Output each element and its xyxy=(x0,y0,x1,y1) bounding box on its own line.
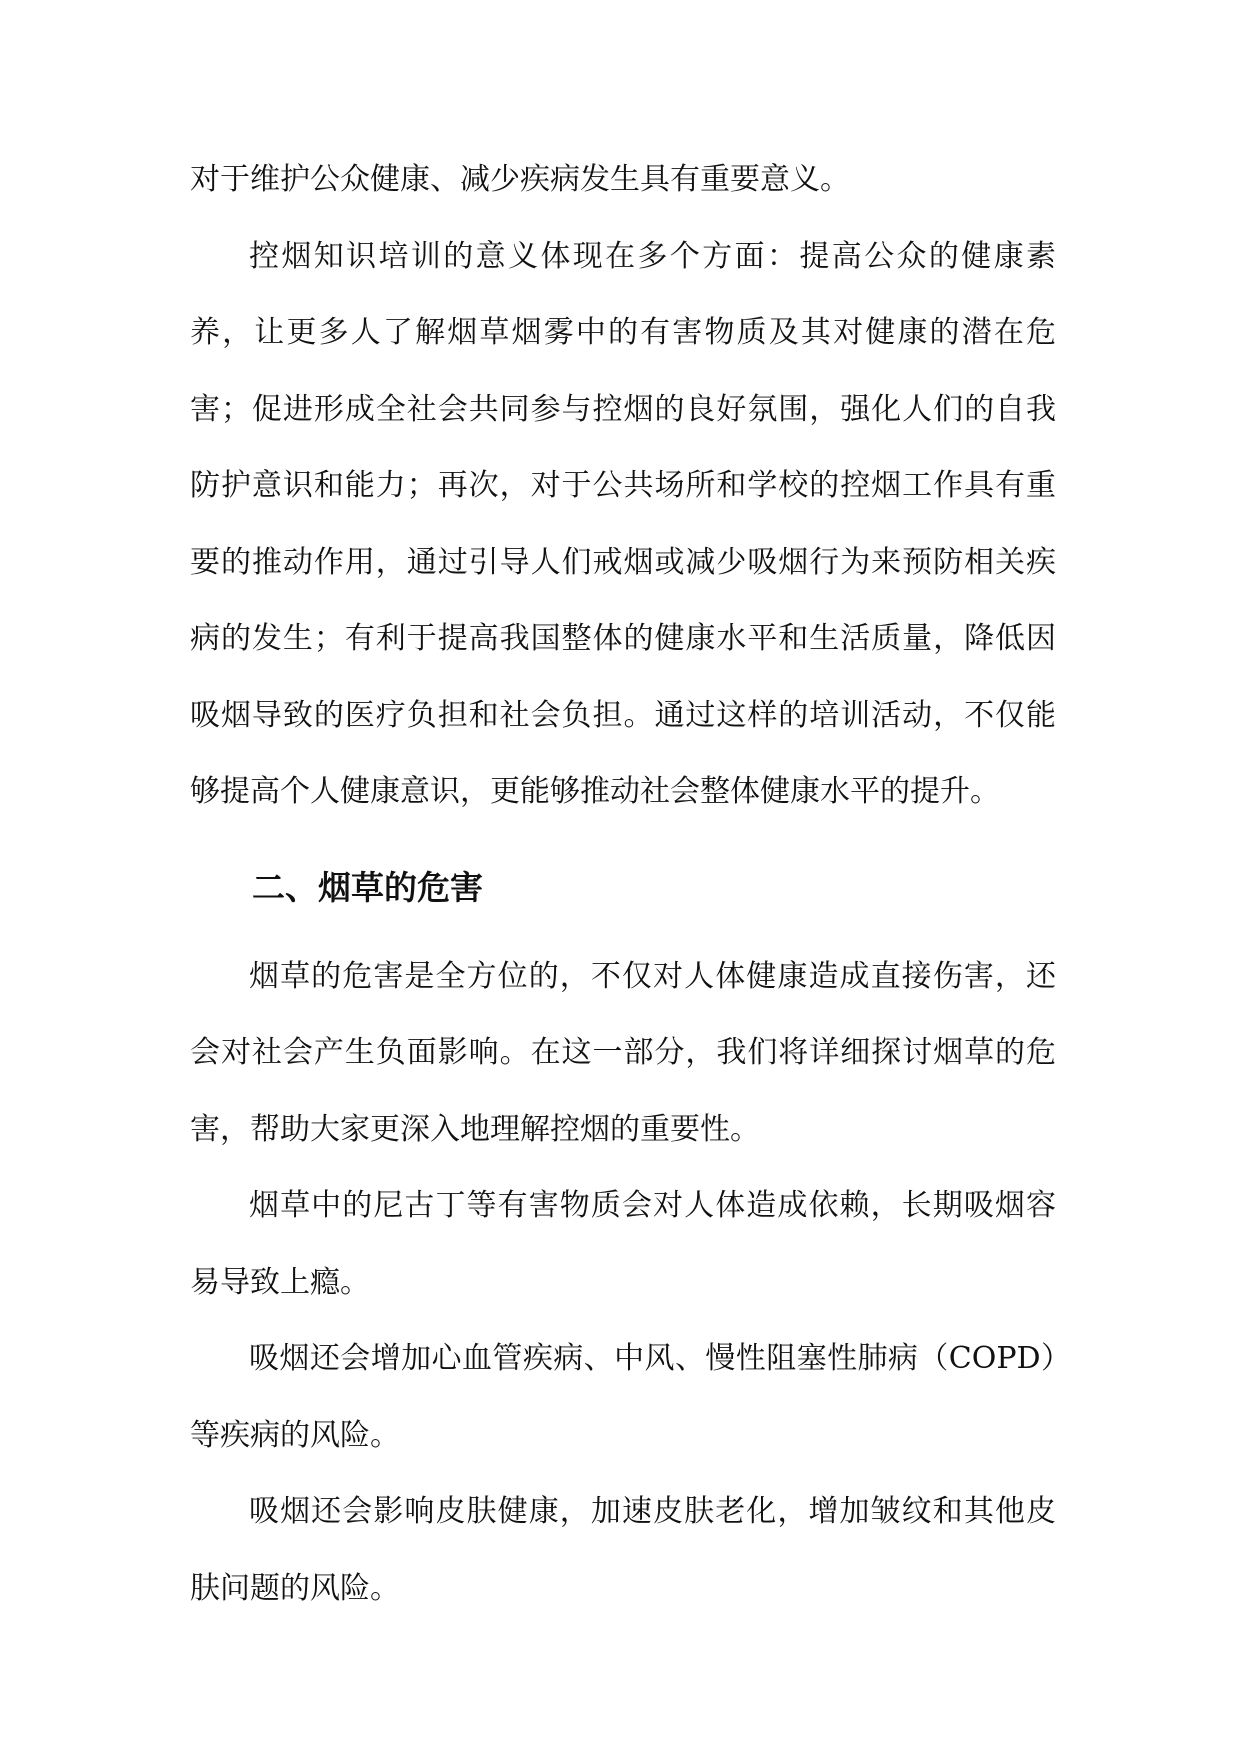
paragraph-continuation: 对于维护公众健康、减少疾病发生具有重要意义。 xyxy=(190,162,850,197)
paragraph-disease-risk: 吸烟还会增加心血管疾病、中风、慢性阻塞性肺病（COPD）等疾病的风险。 xyxy=(190,1341,1056,1453)
document-body xyxy=(190,142,1056,1627)
paragraph-skin-health: 吸烟还会影响皮肤健康，加速皮肤老化，增加皱纹和其他皮肤问题的风险。 xyxy=(190,1494,1056,1606)
paragraph-nicotine-addiction: 烟草中的尼古丁等有害物质会对人体造成依赖，长期吸烟容易导致上瘾。 xyxy=(190,1188,1056,1300)
paragraph-training-significance: 控烟知识培训的意义体现在多个方面：提高公众的健康素养，让更多人了解烟草烟雾中的有害物质及其对健康的潜在危害；促进形成全社会共同参与控烟的良好氛围，强化人们的自我防护意识和能力；再次，对于公共场所和学校的控烟工作具有重要的推动作用，通过引导人们戒烟或减少吸烟行为来预防相关疾病的发生；有利于提高我国整体的健康水平和生活质量，降低因吸烟导致的医疗负担和社会负担。通过这样的培训活动，不仅能够提高个人健康意识，更能够推动社会整体健康水平的提升。 xyxy=(190,238,1056,809)
paragraph-harm-overview: 烟草的危害是全方位的，不仅对人体健康造成直接伤害，还会对社会产生负面影响。在这一部分，我们将详细探讨烟草的危害，帮助大家更深入地理解控烟的重要性。 xyxy=(190,958,1056,1147)
section-heading: 二、烟草的危害 xyxy=(252,867,483,907)
